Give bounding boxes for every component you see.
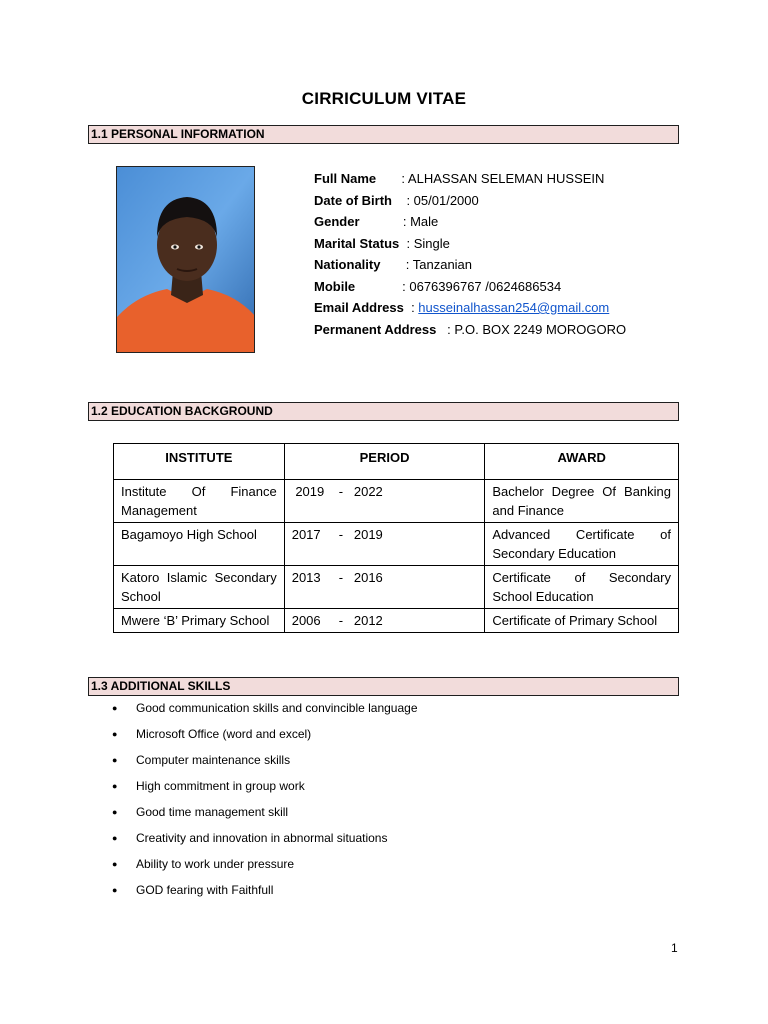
education-table (113, 443, 679, 633)
skill-text: Good time management skill (136, 805, 289, 819)
column-header-institute: INSTITUTE (114, 444, 285, 480)
cell-period: 2013 - 2016 (284, 566, 485, 609)
list-item (112, 750, 418, 776)
info-label: Permanent Address (314, 321, 437, 337)
info-label: Gender (314, 214, 360, 229)
list-item (112, 854, 418, 880)
info-label: Mobile (314, 278, 356, 294)
bullet-icon: ● (112, 755, 118, 765)
info-value: Male (410, 214, 439, 229)
skill-text: Microsoft Office (word and excel) (136, 727, 312, 741)
section-heading-skills: 1.3 ADDITIONAL SKILLS (88, 677, 679, 696)
skill-text: Computer maintenance skills (136, 753, 291, 767)
info-value: Tanzanian (412, 257, 473, 272)
document-title: CIRRICULUM VITAE (301, 89, 467, 108)
cell-period: 2006 - 2012 (284, 609, 485, 633)
cell-award: Certificate of Secondary School Education (485, 566, 679, 609)
info-separator: : (359, 214, 411, 229)
table-row (114, 566, 679, 609)
info-label: Nationality (314, 257, 381, 272)
info-label: Full Name (314, 171, 377, 186)
info-row-email (314, 297, 626, 319)
info-row-gender (314, 211, 626, 233)
info-separator: : (380, 257, 413, 272)
skill-text: GOD fearing with Faithfull (136, 883, 274, 897)
table-row (114, 523, 679, 566)
cell-institute: Bagamoyo High School (114, 523, 285, 566)
table-header-row (114, 444, 679, 480)
bullet-icon: ● (112, 885, 118, 895)
bullet-icon: ● (112, 703, 118, 713)
bullet-icon: ● (112, 833, 118, 843)
profile-photo (116, 166, 255, 353)
list-item (112, 698, 418, 724)
skill-text: Ability to work under pressure (136, 857, 295, 871)
cell-award: Certificate of Primary School (485, 609, 679, 633)
info-row-date-of-birth (314, 190, 626, 212)
bullet-icon: ● (112, 781, 118, 791)
info-value: ALHASSAN SELEMAN HUSSEIN (407, 171, 605, 186)
bullet-icon: ● (112, 729, 118, 739)
list-item (112, 724, 418, 750)
info-value: Single (413, 235, 450, 251)
info-row-permanent-address (314, 319, 626, 341)
section-heading-personal: 1.1 PERSONAL INFORMATION (88, 125, 679, 144)
info-row-nationality (314, 254, 626, 276)
cell-period: 2017 - 2019 (284, 523, 485, 566)
info-label: Marital Status (314, 235, 400, 251)
cell-award: Bachelor Degree Of Banking and Finance (485, 480, 679, 523)
cell-institute: Institute Of Finance Management (114, 480, 285, 523)
bullet-icon: ● (112, 859, 118, 869)
info-value: 0676396767 /0624686534 (409, 278, 562, 294)
personal-info-list (314, 168, 626, 340)
info-row-marital-status (314, 233, 626, 255)
table-row (114, 609, 679, 633)
info-value: 05/01/2000 (413, 192, 479, 208)
info-separator: : (399, 235, 414, 251)
info-label: Email Address (314, 300, 404, 315)
info-separator: : (392, 192, 414, 208)
bullet-icon: ● (112, 807, 118, 817)
list-item (112, 880, 418, 906)
list-item (112, 828, 418, 854)
cell-institute: Katoro Islamic Secondary School (114, 566, 285, 609)
cell-institute: Mwere ‘B’ Primary School (114, 609, 285, 633)
info-separator: : (355, 278, 410, 294)
info-separator: : (376, 171, 408, 186)
skill-text: Creativity and innovation in abnormal situations (136, 831, 388, 845)
info-row-mobile (314, 276, 626, 298)
email-link[interactable]: husseinalhassan254@gmail.com (418, 300, 610, 315)
list-item (112, 776, 418, 802)
list-item (112, 802, 418, 828)
page-number: 1 (671, 941, 678, 955)
info-row-full-name (314, 168, 626, 190)
table-row (114, 480, 679, 523)
skill-text: Good communication skills and convincible language (136, 701, 418, 715)
info-separator: : (403, 300, 419, 315)
info-value: P.O. BOX 2249 MOROGORO (454, 321, 627, 337)
info-label: Date of Birth (314, 192, 392, 208)
cell-award: Advanced Certificate of Secondary Education (485, 523, 679, 566)
cell-period: 2019 - 2022 (284, 480, 485, 523)
info-separator: : (436, 321, 455, 337)
column-header-award: AWARD (485, 444, 679, 480)
column-header-period: PERIOD (284, 444, 485, 480)
section-heading-education: 1.2 EDUCATION BACKGROUND (88, 402, 679, 421)
skill-text: High commitment in group work (136, 779, 305, 793)
portrait-image (117, 167, 255, 353)
skills-list (112, 698, 418, 906)
